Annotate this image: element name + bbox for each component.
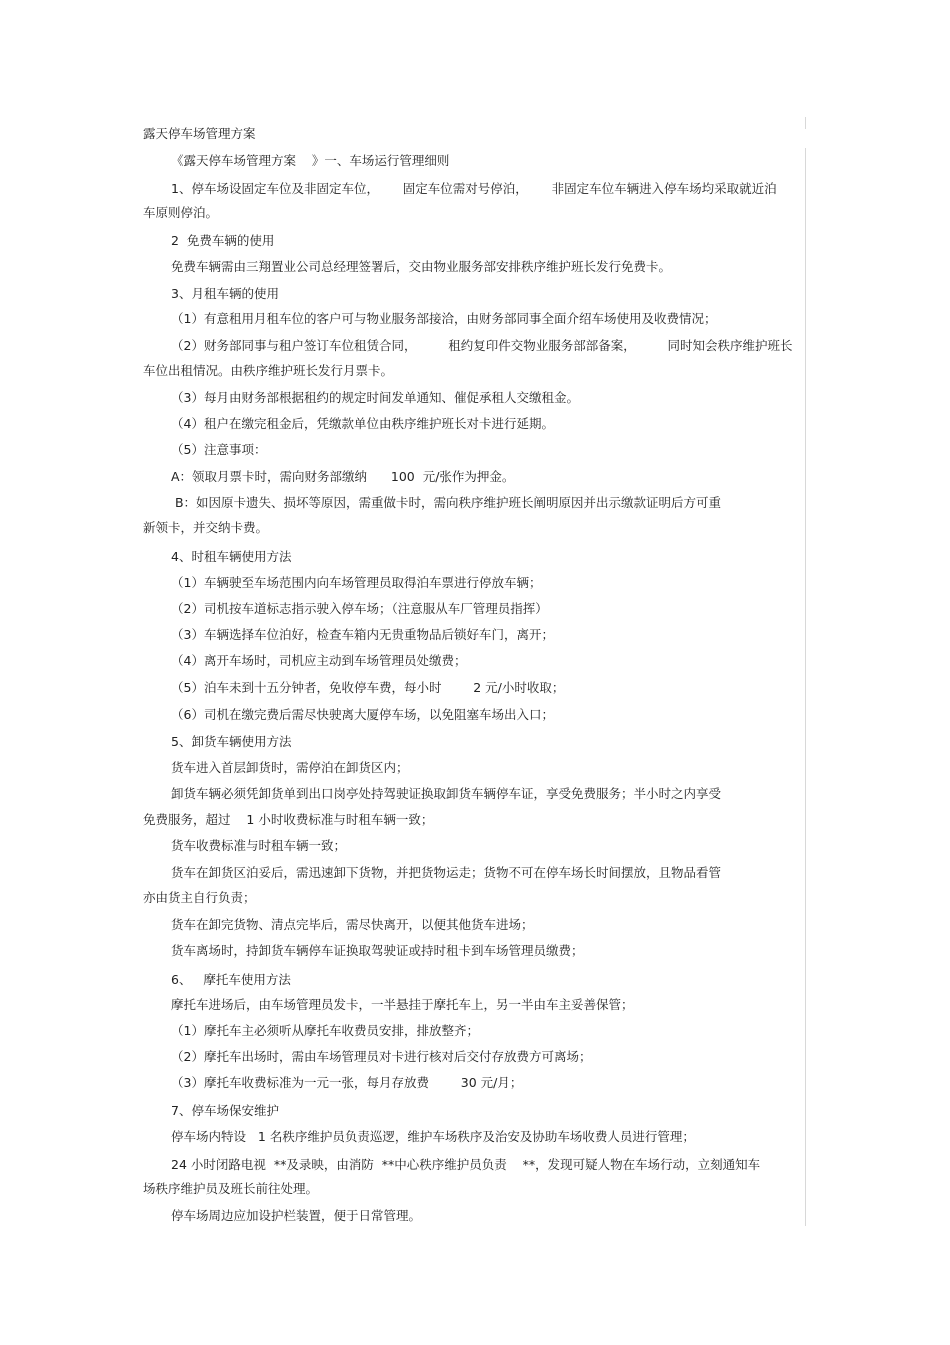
text-line: 停车场内特设 1 名秩序维护员负责巡逻，维护车场秩序及治安及协助车场收费人员进行管理； <box>171 1129 695 1144</box>
text-line: 卸货车辆必须凭卸货单到出口岗亭处持驾驶证换取卸货车辆停车证，享受免费服务；半小时之内享受 <box>171 786 722 801</box>
text-line: （3）每月由财务部根据租约的规定时间发单通知、催促承租人交缴租金。 <box>171 390 579 405</box>
text-line: 货车在卸完货物、清点完毕后，需尽快离开，以便其他货车进场； <box>171 917 534 932</box>
text-line: （3）车辆选择车位泊好，检查车箱内无贵重物品后锁好车门，离开； <box>171 627 554 642</box>
text-line: 5、卸货车辆使用方法 <box>171 734 292 749</box>
text-line: （6）司机在缴完费后需尽快驶离大厦停车场，以免阻塞车场出入口； <box>171 707 554 722</box>
text-line: 1、停车场设固定车位及非固定车位， 固定车位需对号停泊， 非固定车位车辆进入停车场均采取就近泊 <box>171 181 777 196</box>
text-line: 免费服务，超过 1 小时收费标准与时租车辆一致； <box>143 812 434 827</box>
text-line: 车位出租情况。由秩序维护班长发行月票卡。 <box>143 363 394 378</box>
text-line: 货车在卸货区泊妥后，需迅速卸下货物，并把货物运走；货物不可在停车场长时间摆放，且物品看管 <box>171 865 722 880</box>
text-line: 摩托车进场后，由车场管理员发卡，一半悬挂于摩托车上，另一半由车主妥善保管； <box>171 997 634 1012</box>
text-line: （5）注意事项： <box>171 442 267 457</box>
text-line: （2）财务部同事与租户签订车位租赁合同， 租约复印件交物业服务部部备案， 同时知会秩序维护班长 <box>171 338 793 353</box>
text-line: 免费车辆需由三翔置业公司总经理签署后，交由物业服务部安排秩序维护班长发行免费卡。 <box>171 259 672 274</box>
text-line: 货车进入首层卸货时，需停泊在卸货区内； <box>171 760 409 775</box>
text-line: 6、 摩托车使用方法 <box>171 972 291 987</box>
document-title: 露天停车场管理方案 <box>143 126 256 141</box>
text-line: （5）泊车未到十五分钟者，免收停车费，每小时 2 元/小时收取； <box>171 680 565 695</box>
text-line: （1）有意租用月租车位的客户可与物业服务部接洽，由财务部同事全面介绍车场使用及收费情况； <box>171 311 717 326</box>
text-line: 7、停车场保安维护 <box>171 1103 279 1118</box>
text-line: （2）摩托车出场时，需由车场管理员对卡进行核对后交付存放费方可离场； <box>171 1049 592 1064</box>
page-edge-rule <box>805 148 806 1226</box>
text-line: （2）司机按车道标志指示驶入停车场；（注意服从车厂管理员指挥） <box>171 601 548 616</box>
text-line: 2 免费车辆的使用 <box>171 233 275 248</box>
text-line: 货车离场时，持卸货车辆停车证换取驾驶证或持时租卡到车场管理员缴费； <box>171 943 584 958</box>
text-line: （4）离开车场时，司机应主动到车场管理员处缴费； <box>171 653 467 668</box>
text-line: 货车收费标准与时租车辆一致； <box>171 838 347 853</box>
text-line: （1）摩托车主必须听从摩托车收费员安排，排放整齐； <box>171 1023 479 1038</box>
text-line: （4）租户在缴完租金后，凭缴款单位由秩序维护班长对卡进行延期。 <box>171 416 554 431</box>
text-line: （3）摩托车收费标准为一元一张，每月存放费 30 元/月； <box>171 1075 523 1090</box>
page-edge-rule <box>805 117 806 129</box>
text-line: 新领卡，并交纳卡费。 <box>143 520 269 535</box>
text-line: B：如因原卡遗失、损坏等原因，需重做卡时，需向秩序维护班长阐明原因并出示缴款证明后方可重 <box>171 495 722 510</box>
text-line: （1）车辆驶至车场范围内向车场管理员取得泊车票进行停放车辆； <box>171 575 542 590</box>
text-line: 车原则停泊。 <box>143 205 219 220</box>
text-line: 停车场周边应加设护栏装置，便于日常管理。 <box>171 1208 422 1223</box>
text-line: 《露天停车场管理方案 》一、车场运行管理细则 <box>171 153 450 168</box>
text-line: 4、时租车辆使用方法 <box>171 549 292 564</box>
text-line: A：领取月票卡时，需向财务部缴纳 100 元/张作为押金。 <box>171 469 515 484</box>
text-line: 亦由货主自行负责； <box>143 890 256 905</box>
text-line: 场秩序维护员及班长前往处理。 <box>143 1181 319 1196</box>
text-line: 24 小时闭路电视 **及录映，由消防 **中心秩序维护员负责 **，发现可疑人物在车场行动，立刻通知车 <box>171 1157 761 1172</box>
text-line: 3、月租车辆的使用 <box>171 286 279 301</box>
